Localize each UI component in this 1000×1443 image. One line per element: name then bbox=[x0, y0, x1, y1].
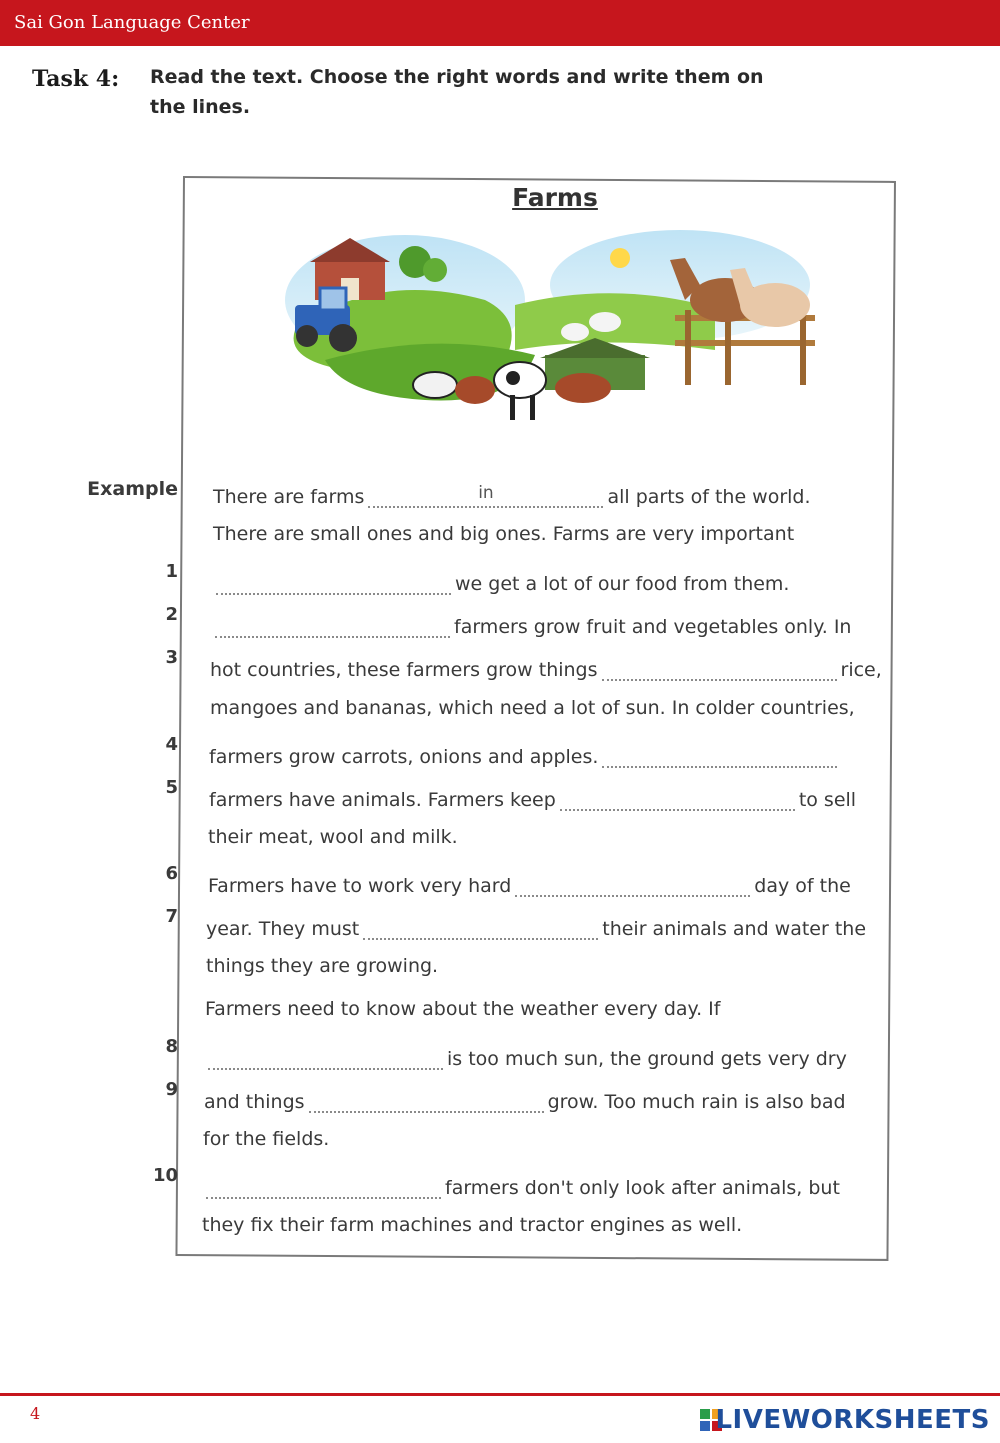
question-number: 3 bbox=[165, 647, 178, 668]
line-text-after: their animals and water the bbox=[602, 918, 867, 940]
text-line bbox=[210, 653, 882, 681]
line-text-after: farmers grow fruit and vegetables only. In bbox=[454, 616, 852, 638]
line-text: There are small ones and big ones. Farms are very important bbox=[213, 523, 795, 545]
text-line bbox=[210, 697, 855, 719]
line-text: things they are growing. bbox=[206, 955, 439, 977]
line-text: their meat, wool and milk. bbox=[208, 826, 458, 848]
question-number: 2 bbox=[165, 604, 178, 625]
text-line bbox=[212, 567, 789, 595]
line-text: for the fields. bbox=[203, 1128, 330, 1150]
page-number: 4 bbox=[30, 1404, 41, 1423]
text-line bbox=[205, 998, 720, 1020]
line-text-before: farmers grow carrots, onions and apples. bbox=[209, 746, 599, 768]
question-number: 4 bbox=[165, 734, 178, 755]
answer-field-5[interactable] bbox=[560, 783, 795, 811]
text-line bbox=[213, 480, 811, 508]
question-number: 5 bbox=[165, 777, 178, 798]
text-line bbox=[204, 1042, 847, 1070]
answer-field-6[interactable] bbox=[515, 869, 750, 897]
text-line bbox=[209, 783, 856, 811]
line-text-before: and things bbox=[204, 1091, 305, 1113]
line-text: Farmers need to know about the weather every day. If bbox=[205, 998, 721, 1020]
example-answer-field bbox=[368, 480, 603, 508]
question-number: 8 bbox=[165, 1036, 178, 1057]
line-text-after: grow. Too much rain is also bad bbox=[547, 1091, 846, 1113]
line-text-after: day of the bbox=[754, 875, 851, 897]
worksheet-title: Farms bbox=[512, 183, 598, 212]
task-label: Task 4: bbox=[32, 66, 120, 92]
text-line bbox=[209, 740, 841, 768]
line-text-after: to sell bbox=[798, 789, 857, 811]
question-number: 9 bbox=[165, 1079, 178, 1100]
question-number: 10 bbox=[152, 1165, 178, 1186]
answer-field-1[interactable] bbox=[216, 567, 451, 595]
text-line bbox=[202, 1171, 840, 1199]
line-text: they fix their farm machines and tractor engines as well. bbox=[202, 1214, 743, 1236]
question-number: 7 bbox=[165, 906, 178, 927]
text-line bbox=[203, 1128, 329, 1150]
brand-name: LIVEWORKSHEETS bbox=[715, 1405, 990, 1435]
text-line bbox=[208, 826, 458, 848]
answer-field-3[interactable] bbox=[602, 653, 837, 681]
farm-illustration bbox=[285, 230, 825, 440]
question-number: 1 bbox=[165, 561, 178, 582]
line-text-before: year. They must bbox=[206, 918, 360, 940]
answer-field-2[interactable] bbox=[215, 610, 450, 638]
footer-divider bbox=[0, 1393, 1000, 1396]
answer-field-10[interactable] bbox=[206, 1171, 441, 1199]
line-text: mangoes and bananas, which need a lot of sun. In colder countries, bbox=[210, 697, 855, 719]
line-text-before: hot countries, these farmers grow things bbox=[210, 659, 598, 681]
task-instruction: Read the text. Choose the right words and write them on the lines. bbox=[150, 66, 764, 118]
line-text-after: farmers don't only look after animals, but bbox=[445, 1177, 840, 1199]
text-line bbox=[206, 912, 866, 940]
answer-field-4[interactable] bbox=[602, 740, 837, 768]
line-text-after: all parts of the world. bbox=[607, 486, 811, 508]
text-line bbox=[208, 869, 851, 897]
center-name: Sai Gon Language Center bbox=[14, 12, 250, 33]
line-text-before: farmers have animals. Farmers keep bbox=[209, 789, 556, 811]
line-text-after: rice, bbox=[840, 659, 882, 681]
answer-field-8[interactable] bbox=[208, 1042, 443, 1070]
answer-field-7[interactable] bbox=[363, 912, 598, 940]
question-number: 6 bbox=[165, 863, 178, 884]
line-text-before: Farmers have to work very hard bbox=[208, 875, 512, 897]
text-line bbox=[211, 610, 851, 638]
text-line bbox=[202, 1214, 742, 1236]
text-line bbox=[206, 955, 438, 977]
example-label: Example bbox=[87, 478, 178, 500]
line-text-after: is too much sun, the ground gets very dry bbox=[447, 1048, 847, 1070]
text-line bbox=[204, 1085, 846, 1113]
header-bar bbox=[0, 0, 1000, 46]
line-text-after: we get a lot of our food from them. bbox=[455, 573, 790, 595]
answer-field-9[interactable] bbox=[309, 1085, 544, 1113]
text-line bbox=[213, 523, 794, 545]
line-text-before: There are farms bbox=[213, 486, 365, 508]
